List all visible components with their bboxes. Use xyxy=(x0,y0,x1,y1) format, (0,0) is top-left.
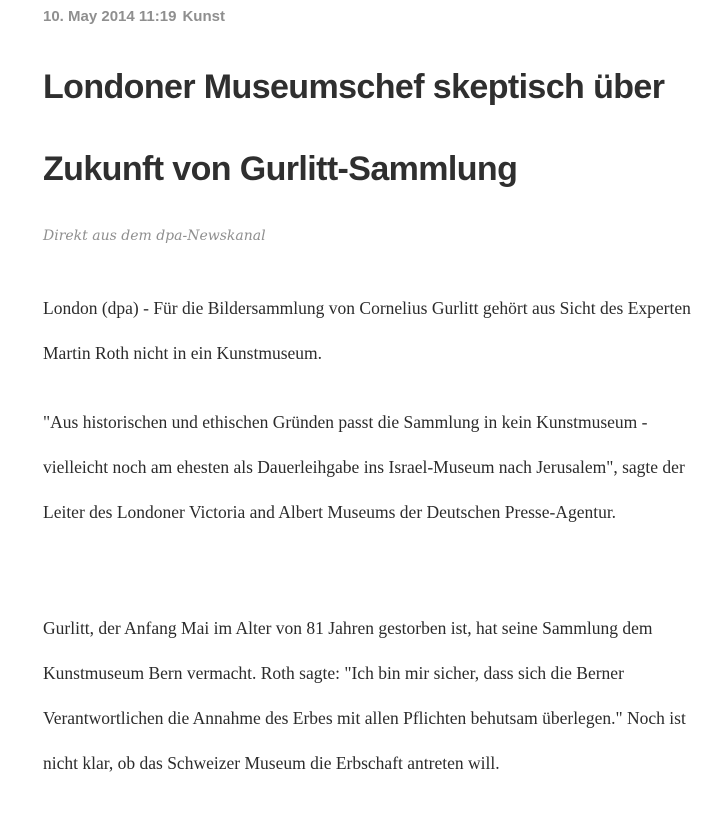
article-category-link[interactable]: Kunst xyxy=(182,8,225,25)
article-source-note: Direkt aus dem dpa-Newskanal xyxy=(43,228,266,244)
article-paragraph: "Aus historischen und ethischen Gründen passt die Sammlung in kein Kunstmuseum - vielleicht noch am ehesten als Dauerleihgabe ins Israel-Museum nach Jerusalem", sagte der Leiter des Londoner Victoria and Albert Museums der Deutschen Presse-Agentur. xyxy=(43,412,685,522)
article-headline: Londoner Museumschef skeptisch über Zukunft von Gurlitt-Sammlung xyxy=(43,68,665,188)
article-paragraph: Gurlitt, der Anfang Mai im Alter von 81 Jahren gestorben ist, hat seine Sammlung dem Kunstmuseum Bern vermacht. Roth sagte: "Ich bin mir sicher, dass sich die Berner Verantwortlichen die Annahme des Erbes mit allen Pflichten behutsam überlegen." Noch ist nicht klar, ob das Schweizer Museum die Erbschaft antreten will. xyxy=(43,618,686,773)
article-meta xyxy=(43,8,225,25)
article-date: 10. May 2014 11:19 xyxy=(43,8,177,25)
article-paragraph: London (dpa) - Für die Bildersammlung von Cornelius Gurlitt gehört aus Sicht des Experten Martin Roth nicht in ein Kunstmuseum. xyxy=(43,298,691,363)
